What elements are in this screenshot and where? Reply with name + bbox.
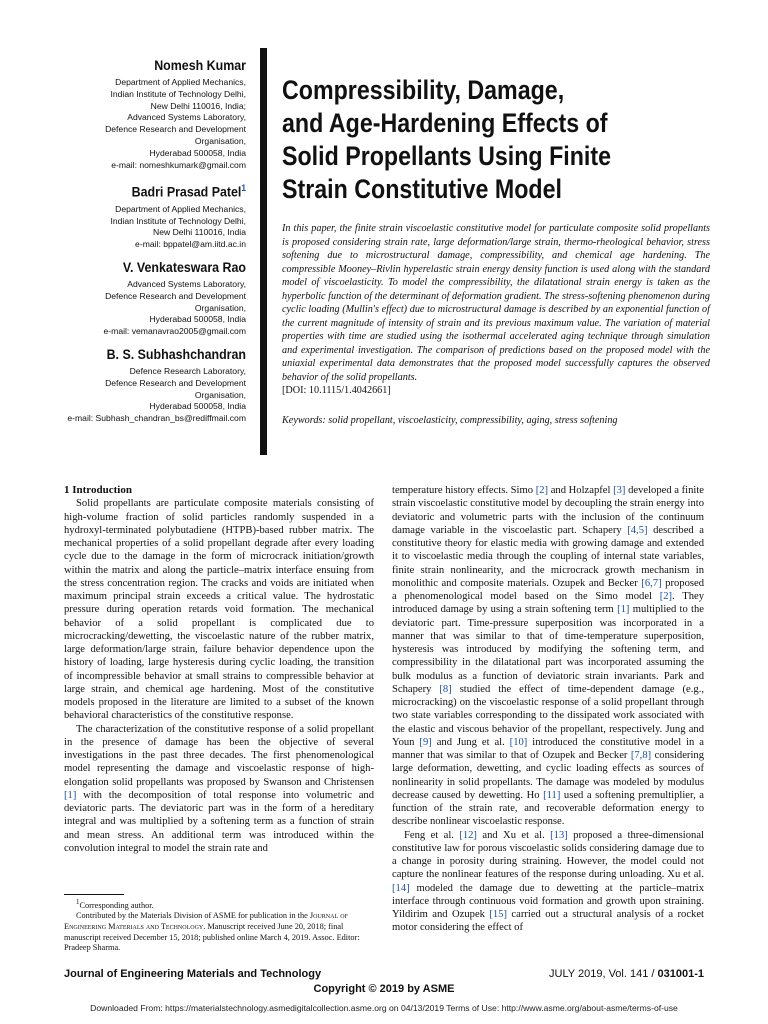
footer-copyright: Copyright © 2019 by ASME [313, 983, 455, 995]
title-line: Solid Propellants Using Finite [282, 141, 611, 171]
citation-link[interactable]: [3] [613, 485, 626, 496]
footer-issue-date: JULY 2019, Vol. 141 / [549, 968, 658, 980]
footer-issue [549, 968, 704, 980]
author-block [60, 260, 246, 338]
footnote-rule [64, 894, 124, 895]
citation-link[interactable]: [6,7] [641, 577, 662, 589]
abstract-text: In this paper, the finite strain viscoelastic constitutive model for particulate composite solid propellants is proposed considering strain rate, large deformation/large strain, thermo-rheological behavior, stress softening due to microstructural damage, compressibility, and chemical age hardening. The compressible Mooney–Rivlin hyperelastic strain energy density function is used along with the standard model of viscoelasticity. To model the compressibility, the dilatational strain energy is taken as the hyperbolic function of the determinant of deformation gradient. The stress-softening phenomenon during cyclic loading (Mullin's effect) due to microstructural damage is described by an exponential function of the current magnitude of intensity of strain and its previous maximum value. The variation of material properties with time are studied using the isothermal accelerated aging technique through simulation and experimental investigation. The comparison of predictions based on the proposed model with the uniaxial experimental data demonstrates that the proposed model successfully captures the observed behavior of the solid propellants. [282, 223, 710, 383]
title-line: and Age-Hardening Effects of [282, 108, 608, 138]
paragraph: The characterization of the constitutive response of a solid propellant in the presence of damage has been the objective of several investigations in the past three decades. The first phenomenological model representing the damage and viscoelastic response of high-elongation solid propellants was proposed by Swanson and Christensen [1] with the decomposition of total response into volumetric and deviatoric parts. The deviatoric part was in the form of a hereditary integral and was multiplied by a softening term as a function of strain and mean stress. An additional term was introduced within the convolution integral to model the strain rate and [64, 723, 374, 854]
citation-link[interactable]: [2] [659, 591, 673, 602]
author-affiliation: Defence Research and Development [105, 377, 246, 388]
author-email[interactable]: e-mail: bppatel@am.iitd.ac.in [135, 239, 246, 250]
vertical-divider [260, 48, 267, 455]
footer-article-number: 031001-1 [657, 968, 704, 980]
footnote-corresponding-text: Corresponding author. [79, 900, 154, 910]
author-name: V. Venkateswara Rao [122, 260, 246, 276]
abstract [282, 222, 710, 398]
author-affiliation: Hyderabad 500058, India [149, 314, 246, 325]
author-affiliation: Department of Applied Mechanics, [115, 203, 246, 214]
author-affiliation: Department of Applied Mechanics, [115, 77, 246, 87]
footnote-text: . Manuscript received June 20, 2018; final manuscript received December 15, 2018; published online March 4, 2019. Assoc. Editor: Pradeep Sharma. [64, 921, 360, 953]
citation-link[interactable]: [4,5] [627, 524, 648, 536]
paragraph: Feng et al. [12] and Xu et al. [13] proposed a three-dimensional constitutive law for porous viscoelastic solids considering damage due to a change in porosity during straining. However, the model could not capture the nonlinear features of the response during unloading. Xu et al. [14] modeled the damage due to dewetting at the particle–matrix interface through continuous void formation and growth upon straining. Yildirim and Ozupek [15] carried out a structural analysis of a rocket motor considering the effect of [392, 829, 704, 934]
author-affiliation: Indian Institute of Technology Delhi, [110, 88, 246, 99]
citation-link[interactable]: [11] [543, 789, 561, 801]
citation-link[interactable]: [15] [489, 909, 508, 920]
citation-link[interactable]: [13] [550, 829, 568, 841]
author-affiliation: New Delhi 110016, India [153, 227, 246, 238]
footnote-text: Contributed by the Materials Division of ASME for publication in the [76, 911, 310, 921]
citation-link[interactable]: [10] [509, 736, 528, 748]
author-email[interactable]: e-mail: vemanavrao2005@gmail.com [103, 326, 246, 337]
author-affiliation: Advanced Systems Laboratory, [127, 112, 246, 123]
footnote-corresponding [64, 898, 376, 911]
citation-link[interactable]: [9] [419, 736, 432, 748]
author-affiliation: Defence Research Laboratory, [129, 366, 246, 377]
author-block [60, 347, 246, 425]
author-footnote-marker[interactable]: 1 [241, 183, 246, 194]
citation-link[interactable]: [2] [535, 485, 549, 496]
title-line: Compressibility, Damage, [282, 75, 565, 105]
author-affiliation: Organisation, [194, 135, 246, 146]
body-column-right [392, 484, 704, 935]
author-column [60, 58, 246, 434]
author-email[interactable]: e-mail: nomeshkumark@gmail.com [111, 159, 246, 170]
doi-link[interactable]: [DOI: 10.1115/1.4042661] [282, 385, 391, 396]
citation-link[interactable]: [7,8] [630, 750, 652, 761]
footnote-marker: 1 [76, 899, 80, 906]
citation-link[interactable]: [1] [64, 789, 77, 801]
paragraph: temperature history effects. Simo [2] and Holzapfel [3] developed a finite strain viscoelastic constitutive model by decoupling the strain energy into deviatoric and volumetric parts with the inclusion of the continuum damage variable in the viscoelastic part. Schapery [4,5] described a constitutive theory for elastic media with growing damage and extended it to viscoelastic media through the coupling of internal state variables, finite strain nonlinearity, and the microcrack growth mechanism in monolithic and composite materials. Ozupek and Becker [6,7] proposed a phenomenological model based on the Simo model [2]. They introduced damage by using a strain softening term [1] multiplied to the deviatoric part. Time-pressure superposition was incorporated in a manner that was similar to that of time-temperature superposition, hysteresis was introduced by modifying the softening term, and compressibility in the dilatational part was incorporated assuming the bulk modulus as a function of deviatoric strain invariants. Park and Schapery [8] studied the effect of time-dependent damage (e.g., microcracking) on the viscoelastic response of a solid propellant through two state variables corresponding to the dissipated work associated with the elastic and viscous behavior of the propellant, respectively. Jung and Youn [9] and Jung et al. [10] introduced the constitutive model in a manner that was similar to that of Ozupek and Becker [7,8] considering large deformation, dewetting, and cyclic loading effects as sources of nonlinearity in solid propellants. The damage was modeled by modulus decrease caused by dewetting. Ho [11] used a softening premultiplier, a function of the strain rate, and recoverable deformation energy to describe nonlinear viscoelastic response. [392, 485, 704, 828]
citation-link[interactable]: [14] [392, 882, 410, 894]
author-affiliation: Advanced Systems Laboratory, [127, 279, 246, 290]
author-block [60, 180, 246, 251]
footnote [64, 898, 376, 954]
author-affiliation: Defence Research and Development [105, 290, 246, 301]
author-email[interactable]: e-mail: Subhash_chandran_bs@rediffmail.com [67, 413, 246, 424]
paper-title [282, 74, 712, 206]
author-affiliation: Hyderabad 500058, India [149, 147, 246, 158]
paragraph: Solid propellants are particulate composite materials consisting of high-volume fraction of solid particles randomly suspended in a hydroxyl-terminated polybutadiene (HTPB)-based rubber matrix. The mechanical properties of a solid propellant degrade after every loading cycle due to the damage in the form of microcrack initiation/growth within the matrix and along the particle–matrix interface ensuing from the stress concentration region. The cracks and voids are initiated when maximum principal strain exceeds a critical value. The hydrostatic pressure during operation retards void formation. The mechanical behavior of a solid propellant is complicated due to microcracking/dewetting, the viscoelastic nature of the rubber matrix, large deformation/large strain, failure behavior dependence upon the history of loading, large hysteresis during cyclic loading, the transition of incompressible behavior at small strains to compressible behavior at large strain, and chemical age hardening. Most of the constitutive models proposed in the literature are limited to a subset of the known behavioral characteristics of the constitutive response. [64, 498, 374, 722]
citation-link[interactable]: [12] [459, 829, 477, 841]
author-affiliation: Hyderabad 500058, India [149, 401, 246, 412]
citation-link[interactable]: [8] [439, 683, 452, 695]
author-name: Badri Prasad Patel$^1$ [131, 183, 246, 200]
title-line: Strain Constitutive Model [282, 174, 562, 204]
footnote-journal: Journal of Engineering Materials and Technology [64, 911, 348, 931]
author-name: Nomesh Kumar [154, 58, 246, 73]
author-affiliation: Indian Institute of Technology Delhi, [110, 215, 246, 226]
footer-journal-name: Journal of Engineering Materials and Technology [64, 968, 322, 980]
author-affiliation: Organisation, [194, 302, 246, 313]
keywords: Keywords: solid propellant, viscoelasticity, compressibility, aging, stress softening [282, 415, 618, 426]
citation-link[interactable]: [1] [617, 604, 630, 616]
download-notice[interactable]: Downloaded From: https://materialstechnology.asmedigitalcollection.asme.org on 04/13/2019 Terms of Use: http://www.asme.org/about-asme/terms-of-use [90, 1003, 678, 1013]
author-affiliation: Organisation, [194, 389, 246, 400]
author-affiliation: New Delhi 110016, India; [150, 100, 246, 111]
section-heading: 1 Introduction [64, 484, 132, 496]
footnote-contribution [64, 911, 376, 953]
author-name: B. S. Subhashchandran [106, 347, 246, 363]
body-column-left [64, 484, 374, 855]
author-block [60, 58, 246, 171]
author-affiliation: Defence Research and Development [105, 124, 246, 135]
